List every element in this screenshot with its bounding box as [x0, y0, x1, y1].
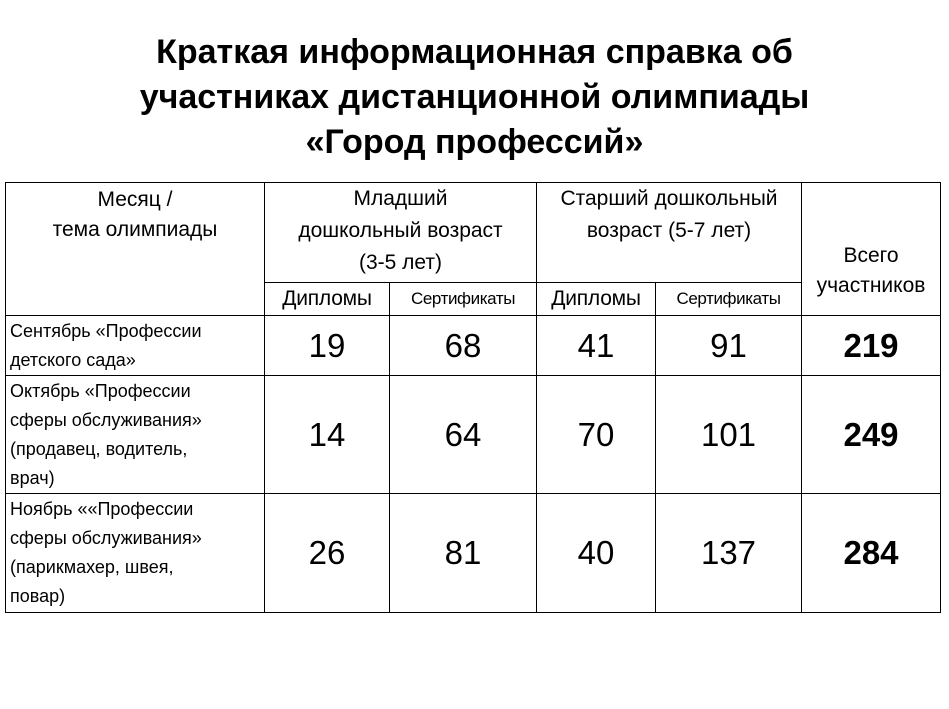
subheader-senior-certificates: Сертификаты	[656, 283, 802, 316]
junior-certificates-cell: 64	[390, 376, 537, 494]
row-month-topic	[6, 494, 265, 613]
header-line: возраст (5-7 лет)	[586, 219, 752, 242]
slide-title	[0, 30, 949, 165]
total-cell: 284	[802, 494, 941, 613]
month-line: Октябрь «Профессии	[10, 381, 191, 401]
header-line: тема олимпиады	[52, 218, 218, 241]
senior-diplomas-cell: 40	[537, 494, 656, 613]
header-line: (3-5 лет)	[358, 251, 443, 274]
table-header-row	[6, 183, 941, 283]
junior-diplomas-cell: 14	[265, 376, 390, 494]
month-line: (парикмахер, швея,	[10, 557, 174, 577]
participants-table	[5, 182, 941, 613]
header-line: дошкольный возраст	[298, 219, 503, 242]
header-line: участников	[816, 274, 926, 297]
month-line: сферы обслуживания»	[10, 528, 202, 548]
month-line: сферы обслуживания»	[10, 410, 202, 430]
junior-certificates-cell: 68	[390, 316, 537, 376]
subheader-senior-diplomas: Дипломы	[537, 283, 656, 316]
slide-title-line: Краткая информационная справка об	[156, 33, 793, 71]
row-month-topic	[6, 316, 265, 376]
table-row	[6, 316, 941, 376]
table-row	[6, 494, 941, 613]
senior-certificates-cell: 91	[656, 316, 802, 376]
header-line: Всего	[843, 244, 899, 267]
month-line: Ноябрь ««Профессии	[10, 499, 194, 519]
junior-diplomas-cell: 19	[265, 316, 390, 376]
header-total-participants	[802, 183, 941, 316]
slide-title-line: «Город профессий»	[305, 123, 644, 161]
header-line: Месяц /	[97, 188, 173, 211]
month-line: врач)	[10, 468, 55, 488]
header-month-topic	[6, 183, 265, 316]
table-row	[6, 376, 941, 494]
total-cell: 249	[802, 376, 941, 494]
header-line: Старший дошкольный	[560, 187, 778, 210]
month-line: повар)	[10, 586, 66, 606]
month-line: детского сада»	[10, 350, 136, 370]
month-line: Сентябрь «Профессии	[10, 321, 202, 341]
senior-certificates-cell: 137	[656, 494, 802, 613]
header-senior-age	[537, 183, 802, 283]
total-cell: 219	[802, 316, 941, 376]
senior-certificates-cell: 101	[656, 376, 802, 494]
junior-certificates-cell: 81	[390, 494, 537, 613]
subheader-junior-certificates: Сертификаты	[390, 283, 537, 316]
subheader-junior-diplomas: Дипломы	[265, 283, 390, 316]
header-line: Младший	[353, 187, 448, 210]
header-junior-age	[265, 183, 537, 283]
junior-diplomas-cell: 26	[265, 494, 390, 613]
row-month-topic	[6, 376, 265, 494]
slide-title-line: участниках дистанционной олимпиады	[139, 78, 810, 116]
senior-diplomas-cell: 41	[537, 316, 656, 376]
senior-diplomas-cell: 70	[537, 376, 656, 494]
month-line: (продавец, водитель,	[10, 439, 188, 459]
